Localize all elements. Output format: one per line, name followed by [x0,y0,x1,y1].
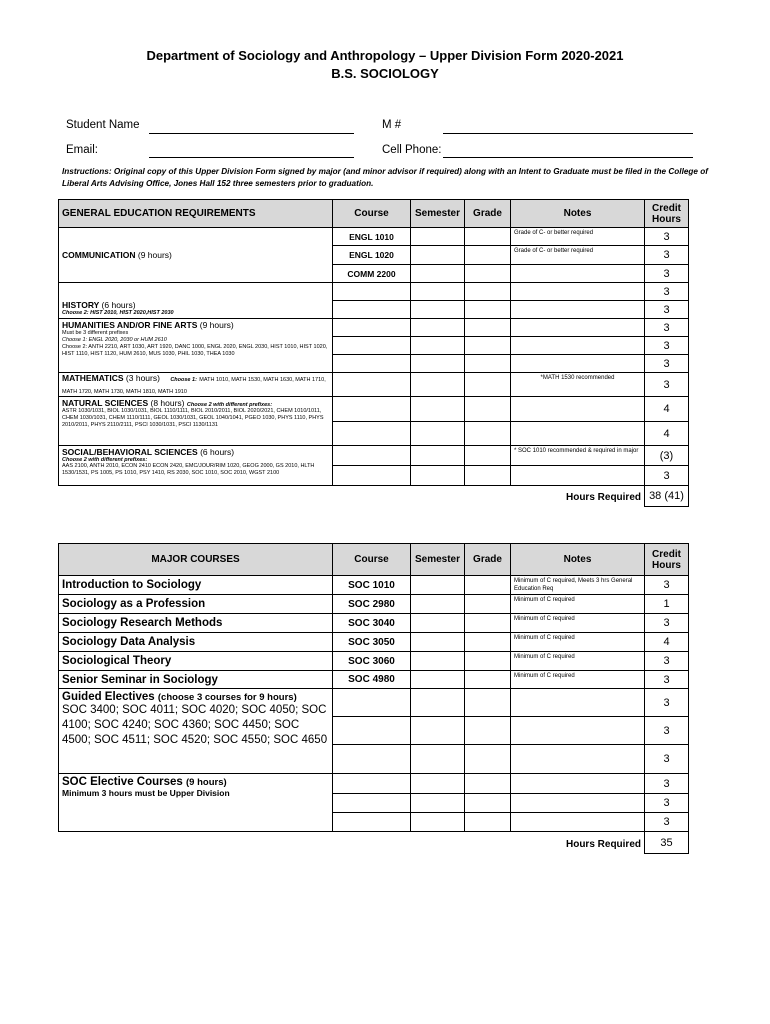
major-course-name: Sociology Research Methods [59,614,333,633]
m-number-field[interactable] [443,133,693,134]
credit-cell: 4 [645,422,689,446]
credit-cell: 4 [645,397,689,422]
note-cell[interactable] [511,466,645,486]
guided-electives-cell [59,689,333,774]
note-cell[interactable] [511,717,645,745]
grade-header: Grade [465,200,511,228]
note-cell[interactable] [511,337,645,355]
elective-hours: (9 hours) [186,777,227,788]
note-cell: Minimum of C required [511,595,645,614]
grade-cell[interactable] [465,633,511,652]
humanities-rule: Must be 3 different prefixes [62,330,129,336]
major-course-code: SOC 4980 [333,671,411,689]
semester-cell[interactable] [411,422,465,446]
credit-cell: 1 [645,595,689,614]
semester-cell[interactable] [411,265,465,283]
course-cell[interactable] [333,774,411,794]
notes-header: Notes [511,200,645,228]
credit-cell: 3 [645,652,689,671]
major-course-code: SOC 2980 [333,595,411,614]
major-course-code: SOC 3060 [333,652,411,671]
note-cell[interactable] [511,422,645,446]
credit-cell: 3 [645,301,689,319]
credit-cell: 3 [645,717,689,745]
note-cell: Minimum of C required [511,652,645,671]
semester-cell[interactable] [411,717,465,745]
major-header: MAJOR COURSES [59,544,333,576]
note-cell[interactable] [511,397,645,422]
natsci-choose: Choose 2 with different prefixes: [186,402,273,408]
major-course-code: SOC 3050 [333,633,411,652]
semester-cell[interactable] [411,614,465,633]
note-cell[interactable] [511,355,645,373]
natsci-cell [59,397,333,446]
social-options: AAS 2100, ANTH 2010, ECON 2410 ECON 2420, EMC/JOUR/RIM 1020, GEOG 2000, GS 2010, HLTH 1530/1531, PS 1005, PS 1010, PSY 1410, RS 2030, SOC 1010, SOC 2010, WGST 2100 [62,463,315,476]
course-cell[interactable] [333,717,411,745]
course-cell[interactable] [333,355,411,373]
grade-cell[interactable] [465,283,511,301]
major-course-name: Sociological Theory [59,652,333,671]
history-hours: (6 hours) [101,300,136,310]
grade-cell[interactable] [465,319,511,337]
communication-hours: (9 hours) [137,250,172,260]
course-header: Course [333,544,411,576]
credit-cell: 3 [645,355,689,373]
semester-cell[interactable] [411,774,465,794]
social-hours: (6 hours) [200,447,235,457]
course-cell[interactable] [333,337,411,355]
grade-cell[interactable] [465,614,511,633]
major-course-name: Introduction to Sociology [59,576,333,595]
math-options: MATH 1010, MATH 1530, MATH 1630, MATH 1710, MATH 1720, MATH 1730, MATH 1810, MATH 1910 [62,377,326,395]
humanities-hours: (9 hours) [199,320,234,330]
humanities-choose-1: Choose 1: ENGL 2020, 2030 or HUM 2610 [62,337,167,343]
semester-cell[interactable] [411,301,465,319]
semester-header: Semester [411,200,465,228]
credit-header: Credit Hours [645,544,689,576]
credit-cell: 3 [645,319,689,337]
m-number-label: M # [382,119,402,131]
history-options: Choose 2: HIST 2010, HIST 2020,HIST 2030 [62,310,174,316]
grade-cell[interactable] [465,397,511,422]
student-name-label: Student Name [66,119,140,131]
course-cell[interactable] [333,689,411,717]
history-label: HISTORY [62,300,100,310]
credit-cell: 3 [645,614,689,633]
credit-cell: 3 [645,466,689,486]
semester-cell[interactable] [411,794,465,813]
credit-cell: (3) [645,446,689,466]
course-cell[interactable] [333,319,411,337]
communication-cell [59,228,333,283]
semester-header: Semester [411,544,465,576]
history-cell [59,283,333,319]
semester-cell[interactable] [411,228,465,246]
note-cell[interactable] [511,301,645,319]
natsci-hours: (8 hours) [150,398,185,408]
note-cell: * SOC 1010 recommended & required in major [511,446,645,466]
cell-phone-label: Cell Phone: [382,144,442,156]
major-course-name: Sociology as a Profession [59,595,333,614]
course-cell[interactable] [333,794,411,813]
credit-cell: 3 [645,813,689,832]
math-cell [59,373,333,397]
math-hours: (3 hours) [125,373,160,383]
social-label: SOCIAL/BEHAVIORAL SCIENCES [62,447,198,457]
elective-label: SOC Elective Courses [62,776,183,788]
gen-ed-header: GENERAL EDUCATION REQUIREMENTS [59,200,333,228]
credit-cell: 3 [645,774,689,794]
grade-cell[interactable] [465,228,511,246]
humanities-label: HUMANITIES AND/OR FINE ARTS [62,320,198,330]
gen-ed-hours-total: 38 (41) [645,486,689,507]
credit-cell: 4 [645,633,689,652]
course-cell[interactable] [333,373,411,397]
note-cell[interactable] [511,283,645,301]
email-label: Email: [66,144,98,156]
note-cell: Grade of C- or better required [511,246,645,265]
major-course-name: Senior Seminar in Sociology [59,671,333,689]
course-comm2200: COMM 2200 [333,265,411,283]
note-cell: Minimum of C required [511,633,645,652]
semester-cell[interactable] [411,337,465,355]
grade-cell[interactable] [465,652,511,671]
semester-cell[interactable] [411,813,465,832]
communication-label: COMMUNICATION [62,250,136,260]
credit-cell: 3 [645,246,689,265]
semester-cell[interactable] [411,689,465,717]
note-cell: Minimum of C required [511,671,645,689]
major-course-code: SOC 1010 [333,576,411,595]
math-choose: Choose 1: [170,377,197,383]
semester-cell[interactable] [411,671,465,689]
note-cell[interactable] [511,794,645,813]
guided-choose: (choose 3 courses for 9 hours) [157,692,297,703]
gen-ed-table [58,199,689,507]
student-name-field[interactable] [149,133,354,134]
grade-cell[interactable] [465,373,511,397]
semester-cell[interactable] [411,466,465,486]
major-table [58,543,689,854]
note-cell[interactable] [511,813,645,832]
email-field[interactable] [149,157,354,158]
grade-cell[interactable] [465,689,511,717]
credit-header: Credit Hours [645,200,689,228]
note-cell: *MATH 1530 recommended [511,373,645,397]
notes-header: Notes [511,544,645,576]
guided-course-list: SOC 3400; SOC 4011; SOC 4020; SOC 4050; SOC 4100; SOC 4240; SOC 4360; SOC 4450; SOC 4500; SOC 4511; SOC 4520; SOC 4550; SOC 4650 [62,704,328,746]
course-cell[interactable] [333,397,411,422]
course-cell[interactable] [333,283,411,301]
semester-cell[interactable] [411,283,465,301]
social-choose: Choose 2 with different prefixes: [62,457,148,463]
elective-note: Minimum 3 hours must be Upper Division [62,788,230,798]
semester-cell[interactable] [411,246,465,265]
semester-cell[interactable] [411,576,465,595]
form-title: Department of Sociology and Anthropology – Upper Division Form 2020-2021 [146,48,624,63]
grade-cell[interactable] [465,717,511,745]
credit-cell: 3 [645,576,689,595]
credit-cell: 3 [645,265,689,283]
grade-cell[interactable] [465,246,511,265]
grade-cell[interactable] [465,595,511,614]
grade-cell[interactable] [465,745,511,774]
grade-cell[interactable] [465,813,511,832]
major-course-name: Sociology Data Analysis [59,633,333,652]
major-hours-total: 35 [645,832,689,854]
note-cell: Grade of C- or better required [511,228,645,246]
natsci-options: ASTR 1030/1031, BIOL 1030/1031, BIOL 1110/1111, BIOL 2010/2011, BIOL 2020/2021, CHEM 1010/1011, CHEM 1030/1031, CHEM 1110/1111, GEOL 1030/1031, GEOL 1040/1041, PGEO 1030, PHYS 1110, PHYS 2010/2011, PHYS 2110/2111, PSCI 1030/1031, PSCI 1130/1131 [62,408,324,428]
course-cell[interactable] [333,466,411,486]
grade-cell[interactable] [465,576,511,595]
note-cell: Minimum of C required, Meets 3 hrs General Education Req [511,576,645,595]
form-subtitle: B.S. SOCIOLOGY [331,66,439,81]
note-cell: Minimum of C required [511,614,645,633]
credit-cell: 3 [645,373,689,397]
guided-label: Guided Electives [62,691,155,703]
credit-cell: 3 [645,337,689,355]
semester-cell[interactable] [411,373,465,397]
semester-cell[interactable] [411,652,465,671]
semester-cell[interactable] [411,397,465,422]
grade-cell[interactable] [465,355,511,373]
credit-cell: 3 [645,745,689,774]
course-cell[interactable] [333,301,411,319]
course-cell[interactable] [333,745,411,774]
credit-cell: 3 [645,228,689,246]
credit-cell: 3 [645,671,689,689]
note-cell[interactable] [511,319,645,337]
cell-phone-field[interactable] [443,157,693,158]
course-cell[interactable] [333,422,411,446]
gen-ed-hours-required-label: Hours Required [565,492,641,504]
major-course-code: SOC 3040 [333,614,411,633]
natsci-label: NATURAL SCIENCES [62,398,149,408]
soc-electives-cell [59,774,333,832]
semester-cell[interactable] [411,595,465,614]
course-cell[interactable] [333,813,411,832]
grade-cell[interactable] [465,446,511,466]
semester-cell[interactable] [411,745,465,774]
grade-cell[interactable] [465,671,511,689]
grade-cell[interactable] [465,265,511,283]
instructions: Instructions: Original copy of this Upper Division Form signed by major (and minor advisor if required) along with an Intent to Graduate must be filed in the College of Liberal Arts Advising Office, Jones Hall 152 three semesters prior to graduation. [62,167,708,188]
course-engl1010: ENGL 1010 [333,228,411,246]
grade-header: Grade [465,544,511,576]
semester-cell[interactable] [411,446,465,466]
math-label: MATHEMATICS [62,373,124,383]
credit-cell: 3 [645,689,689,717]
course-engl1020: ENGL 1020 [333,246,411,265]
grade-cell[interactable] [465,301,511,319]
course-header: Course [333,200,411,228]
note-cell[interactable] [511,774,645,794]
credit-cell: 3 [645,794,689,813]
grade-cell[interactable] [465,422,511,446]
note-cell[interactable] [511,745,645,774]
semester-cell[interactable] [411,319,465,337]
semester-cell[interactable] [411,355,465,373]
grade-cell[interactable] [465,794,511,813]
grade-cell[interactable] [465,337,511,355]
note-cell[interactable] [511,689,645,717]
grade-cell[interactable] [465,466,511,486]
humanities-cell [59,319,333,373]
grade-cell[interactable] [465,774,511,794]
course-cell[interactable] [333,446,411,466]
social-cell [59,446,333,486]
note-cell[interactable] [511,265,645,283]
credit-cell: 3 [645,283,689,301]
humanities-choose-2: Choose 2: ANTH 2210, ART 1030, ART 1920, DANC 1000, ENGL 2020, ENGL 2030, HIST 1010, HIST 1020, HIST 1110, HIST 1120, HUM 2610, MUS 1030, PHIL 1030, THEA 1030 [62,344,328,357]
semester-cell[interactable] [411,633,465,652]
major-hours-required-label: Hours Required [565,838,641,850]
